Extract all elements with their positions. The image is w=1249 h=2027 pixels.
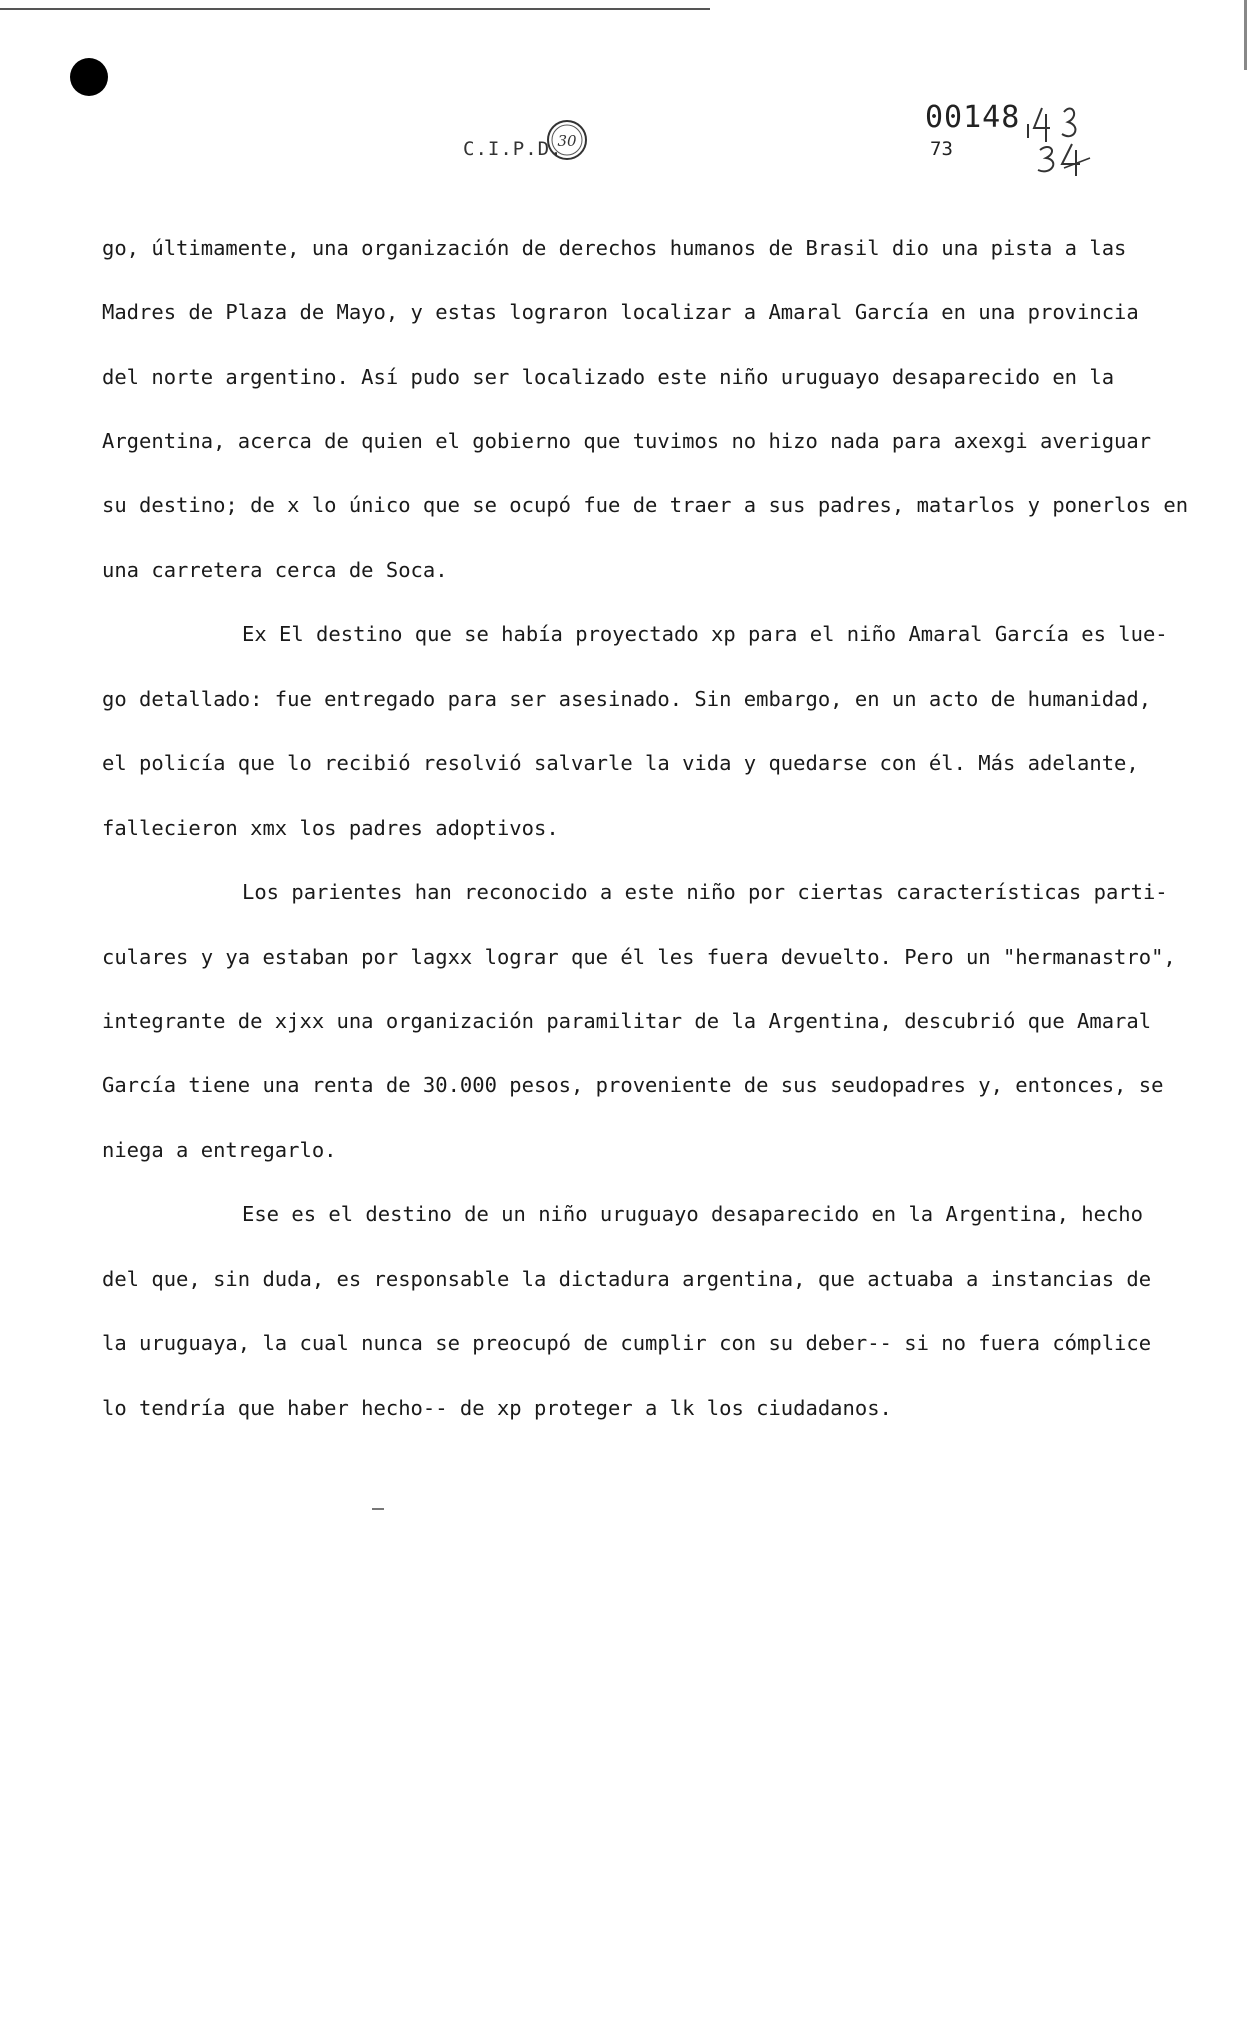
body-line-8: go detallado: fue entregado para ser asesinado. Sin embargo, en un acto de humanidad, <box>102 687 1152 711</box>
body-line-2: Madres de Plaza de Mayo, y estas lograron localizar a Amaral García en una provincia <box>102 300 1139 324</box>
body-line-5: su destino; de x lo único que se ocupó fue de traer a sus padres, matarlos y ponerlos en <box>102 493 1189 517</box>
body-line-14: García tiene una renta de 30.000 pesos, proveniente de sus seudopadres y, entonces, se <box>102 1073 1164 1097</box>
body-line-18: la uruguaya, la cual nunca se preocupó de cumplir con su deber-- si no fuera cómplice <box>102 1331 1152 1355</box>
body-line-16: Ese es el destino de un niño uruguayo desaparecido en la Argentina, hecho <box>242 1202 1143 1226</box>
footer-dash-mark <box>372 1508 384 1510</box>
body-line-10: fallecieron xmx los padres adoptivos. <box>102 816 559 840</box>
body-line-1: go, últimamente, una organización de derechos humanos de Brasil dio una pista a las <box>102 236 1127 260</box>
body-line-7: Ex El destino que se había proyectado xp para el niño Amaral García es lue- <box>242 622 1168 646</box>
body-line-17: del que, sin duda, es responsable la dictadura argentina, que actuaba a instancias de <box>102 1267 1152 1291</box>
stamp-seal-text: 30 <box>557 132 577 150</box>
header-code-label: C.I.P.D. <box>463 138 563 160</box>
body-line-11: Los parientes han reconocido a este niño por ciertas características parti- <box>242 880 1168 904</box>
right-edge-mark <box>1244 0 1247 70</box>
body-line-15: niega a entregarlo. <box>102 1138 337 1162</box>
body-line-9: el policía que lo recibió resolvió salvarle la vida y quedarse con él. Más adelante, <box>102 751 1139 775</box>
body-line-3: del norte argentino. Así pudo ser localizado este niño uruguayo desaparecido en la <box>102 365 1115 389</box>
body-line-4: Argentina, acerca de quien el gobierno que tuvimos no hizo nada para axexgi averiguar <box>102 429 1152 453</box>
document-number: 00148 <box>925 100 1021 135</box>
body-line-6: una carretera cerca de Soca. <box>102 558 448 582</box>
body-line-19: lo tendría que haber hecho-- de xp proteger a lk los ciudadanos. <box>102 1396 892 1420</box>
handwritten-annotation-icon <box>1020 98 1102 180</box>
punch-hole-icon <box>70 58 108 96</box>
stamp-seal-icon <box>545 118 589 162</box>
body-line-12: culares y ya estaban por lagxx lograr que él les fuera devuelto. Pero un "hermanastro", <box>102 945 1176 969</box>
top-edge-rule <box>0 8 710 10</box>
body-line-13: integrante de xjxx una organización paramilitar de la Argentina, descubrió que Amaral <box>102 1009 1152 1033</box>
page-number: 73 <box>930 138 953 160</box>
